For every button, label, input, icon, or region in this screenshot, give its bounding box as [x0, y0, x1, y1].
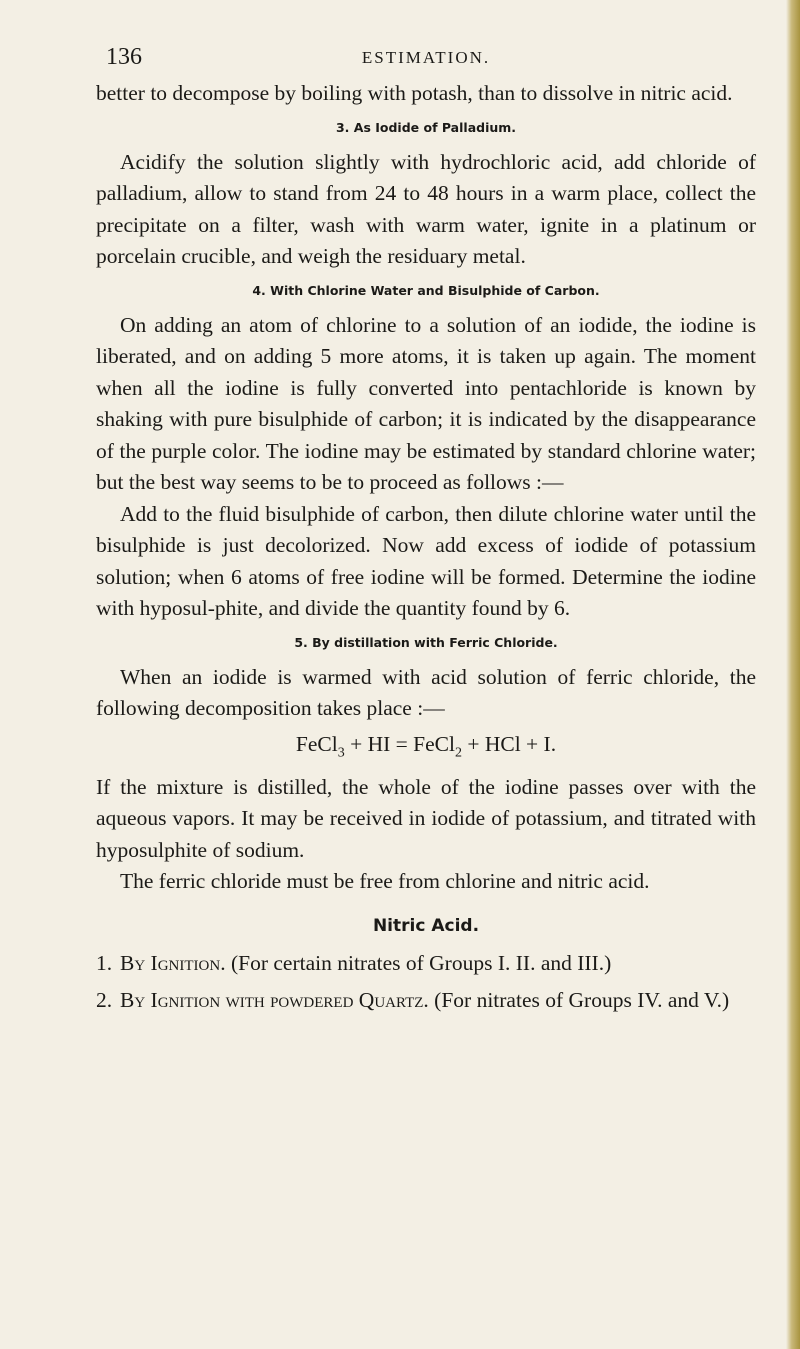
- section-3-paragraph: Acidify the solution slightly with hydrochloric acid, add chloride of palladium, allow to stand from 24 to 48 hours in a warm place, collect the precipitate on a filter, wash with warm water, ignite in a platinum or porcelain crucible, and weigh the residuary metal.: [96, 149, 756, 268]
- page-edge: [786, 0, 800, 1349]
- formula-part-1: FeCl: [295, 731, 338, 756]
- running-title: ESTIMATION.: [361, 48, 491, 67]
- formula-sub-1: 3: [337, 744, 345, 760]
- list-item-text: (For nitrates of Groups IV. and V.): [428, 988, 730, 1013]
- section-5-heading: 5. By distillation with Ferric Chloride.: [294, 634, 558, 650]
- nitric-acid-methods-list: [96, 948, 756, 1017]
- section-4-paragraph-2: Add to the fluid bisulphide of carbon, then dilute chlorine water until the bisulphide is just decolorized. Now add excess of iodide of potassium solution; when 6 atoms of free iodine will be formed. Determine the iodine with hyposul-phite, and divide the quantity found by 6.: [96, 501, 756, 620]
- section-4-heading: 4. With Chlorine Water and Bisulphide of Carbon.: [252, 282, 600, 298]
- list-item: [96, 985, 756, 1017]
- formula-sub-2: 2: [454, 744, 462, 760]
- running-head: [96, 44, 756, 78]
- list-item-text: (For certain nitrates of Groups I. II. and III.): [225, 950, 612, 975]
- book-page: [96, 44, 756, 1023]
- section-5-paragraph-3: The ferric chloride must be free from chlorine and nitric acid.: [120, 869, 650, 894]
- list-item-number: 1.: [96, 950, 113, 975]
- list-item: [96, 948, 756, 980]
- list-item-method: By Ignition with powdered Quartz.: [120, 988, 429, 1013]
- page-number: 136: [106, 44, 142, 70]
- nitric-acid-heading: Nitric Acid.: [372, 915, 480, 936]
- section-5-paragraph-2: If the mixture is distilled, the whole of the iodine passes over with the aqueous vapors. It may be received in iodide of potassium, and titrated with hyposulphite of sodium.: [96, 774, 756, 862]
- section-4-paragraph-1: On adding an atom of chlorine to a solution of an iodide, the iodine is liberated, and on adding 5 more atoms, it is taken up again. The moment when all the iodine is fully converted into pentachloride is known by shaking with pure bisulphide of carbon; it is indicated by the disappearance of the purple color. The iodine may be estimated by standard chlorine water; but the best way seems to be to proceed as follows :—: [96, 312, 756, 494]
- section-3-heading: 3. As Iodide of Palladium.: [335, 119, 517, 135]
- formula-part-2: + HI = FeCl: [344, 731, 455, 756]
- list-item-number: 2.: [96, 988, 113, 1013]
- chemical-equation: [96, 727, 756, 770]
- intro-paragraph: better to decompose by boiling with potash, than to dissolve in nitric acid.: [96, 81, 733, 105]
- formula-part-3: + HCl + I.: [461, 731, 557, 756]
- section-5-paragraph-1: When an iodide is warmed with acid solution of ferric chloride, the following decomposition takes place :—: [96, 664, 756, 720]
- list-item-method: By Ignition.: [120, 950, 226, 975]
